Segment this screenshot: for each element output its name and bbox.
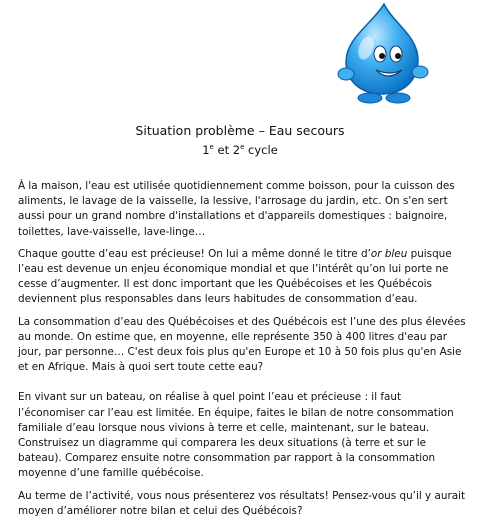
paragraph-blue-gold xyxy=(18,247,466,308)
paragraph-boat-task: En vivant sur un bateau, on réalise à quel point l’eau et précieuse : il faut l’économiser car l’eau est limitée. En équipe, faites le bilan de notre consommation familiale d’eau lorsque nous vivions à terre et celle, maintenant, sur le bateau. Construisez un diagramme qui comparera les deux situations (à terre et sur le bateau). Comparez ensuite notre consommation par rapport à la consommation moyenne d’une famille québécoise. xyxy=(18,391,454,480)
cycle-1-number: 1 xyxy=(202,143,210,157)
cycle-1-suffix: e xyxy=(209,143,214,152)
cycle-word: cycle xyxy=(248,143,278,157)
page-title: Situation problème – Eau secours xyxy=(135,123,345,138)
cycle-conjunction: et xyxy=(217,143,230,157)
document-body xyxy=(18,179,466,526)
paragraph-blue-gold-start: Chaque goutte d’eau est précieuse! On lui a même donné le titre d’ xyxy=(18,247,371,260)
paragraph-blue-gold-end: puisque l’eau est devenue un enjeu économique mondial et que l’intérêt qu’on lui porte ne cesse d’augmenter. Il est donc important que les Québécoises et les Québécois deviennent plus responsables dans leurs habitudes de consommation d’eau. xyxy=(18,247,452,306)
cycle-2-number: 2 xyxy=(232,143,241,157)
paragraph-home-usage: À la maison, l'eau est utilisée quotidiennement comme boisson, pour la cuisson des aliments, le lavage de la vaisselle, la lessive, l'arrosage du jardin, etc. On s'en sert aussi pour un grand nombre d'installations et d'appareils domestiques : baignoire, toilettes, lave-vaisselle, lave-linge… xyxy=(18,180,455,238)
water-drop-mascot-icon xyxy=(326,2,430,104)
paragraph-consumption: La consommation d’eau des Québécoises et des Québécois est l’une des plus élevées au monde. On estime que, en moyenne, elle représente 350 à 400 litres d'eau par jour, par personne… C'est deux fois plus qu'en Europe et 10 à 50 fois plus qu'en Asie et en Afrique. Mais à quoi sert toute cette eau? xyxy=(18,315,466,374)
cycle-2-suffix: e xyxy=(240,143,245,152)
cycle-subtitle xyxy=(0,143,480,157)
paragraph-conclusion: Au terme de l’activité, vous nous présenterez vos résultats! Pensez-vous qu’il y aurait moyen d’améliorer notre bilan et celui des Québécois? xyxy=(18,489,466,517)
or-bleu-emphasis: or bleu xyxy=(370,247,408,260)
